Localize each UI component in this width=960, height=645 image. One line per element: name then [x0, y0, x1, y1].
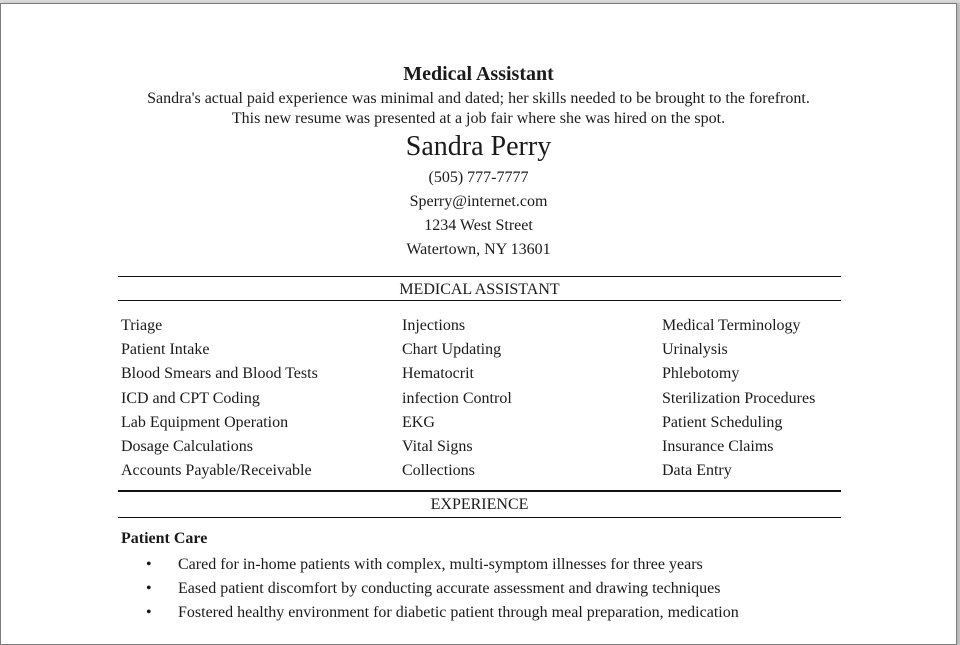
bullet-item — [121, 601, 821, 625]
experience-divider-top — [118, 490, 841, 492]
subsection-title: Patient Care — [121, 530, 208, 547]
document-note: Sandra's actual paid experience was minimal and dated; her skills needed to be brought to the forefront. This new resume was presented at a job fair where she was hired on the spot. — [147, 90, 810, 127]
contact-street: 1234 West Street — [424, 217, 533, 234]
skill-item: Dosage Calculations — [121, 438, 253, 456]
skill-item: Injections — [402, 317, 466, 334]
skill-item: Accounts Payable/Receivable — [121, 462, 312, 480]
contact-phone: (505) 777-7777 — [428, 169, 529, 186]
bullet-icon: • — [146, 604, 152, 621]
document-title: Medical Assistant — [403, 63, 554, 85]
skill-item: Lab Equipment Operation — [121, 413, 289, 431]
skill-item: Blood Smears and Blood Tests — [121, 365, 318, 383]
skill-item: Data Entry — [662, 462, 732, 480]
skill-item: Collections — [402, 462, 475, 480]
experience-bullets — [121, 553, 821, 625]
skill-item: Hematocrit — [402, 365, 474, 383]
skill-item: ICD and CPT Coding — [121, 389, 260, 407]
skill-item: Patient Scheduling — [662, 413, 783, 431]
contact-email: Sperry@internet.com — [409, 193, 548, 210]
skills-column-2 — [402, 314, 512, 483]
skill-item: Chart Updating — [402, 341, 502, 359]
skill-item: Triage — [121, 317, 163, 334]
bullet-text: Fostered healthy environment for diabetic patient through meal preparation, medication — [178, 604, 739, 621]
contact-city: Watertown, NY 13601 — [406, 241, 551, 258]
bullet-item — [121, 553, 821, 577]
skills-heading: MEDICAL ASSISTANT — [399, 281, 560, 298]
skill-item: Insurance Claims — [662, 438, 774, 456]
candidate-name: Sandra Perry — [405, 131, 552, 162]
skill-item: infection Control — [402, 389, 512, 407]
skills-column-3 — [662, 314, 815, 483]
skill-item: Urinalysis — [662, 341, 728, 359]
experience-divider-bottom — [118, 517, 841, 518]
skill-item: Patient Intake — [121, 341, 210, 359]
section-divider-bottom — [118, 300, 841, 301]
section-divider-top — [118, 276, 841, 277]
skill-item: Vital Signs — [402, 438, 473, 456]
bullet-icon: • — [146, 580, 152, 597]
skill-item: Phlebotomy — [662, 365, 740, 383]
skill-item: Medical Terminology — [662, 317, 801, 334]
experience-heading: EXPERIENCE — [430, 496, 529, 513]
skill-item: EKG — [402, 413, 435, 431]
skill-item: Sterilization Procedures — [662, 389, 816, 407]
bullet-icon: • — [146, 556, 152, 573]
bullet-text: Cared for in-home patients with complex, multi-symptom illnesses for three years — [178, 556, 703, 573]
bullet-item — [121, 577, 821, 601]
bullet-text: Eased patient discomfort by conducting accurate assessment and drawing techniques — [178, 580, 721, 597]
document-page — [0, 3, 957, 645]
skills-column-1 — [121, 314, 318, 483]
